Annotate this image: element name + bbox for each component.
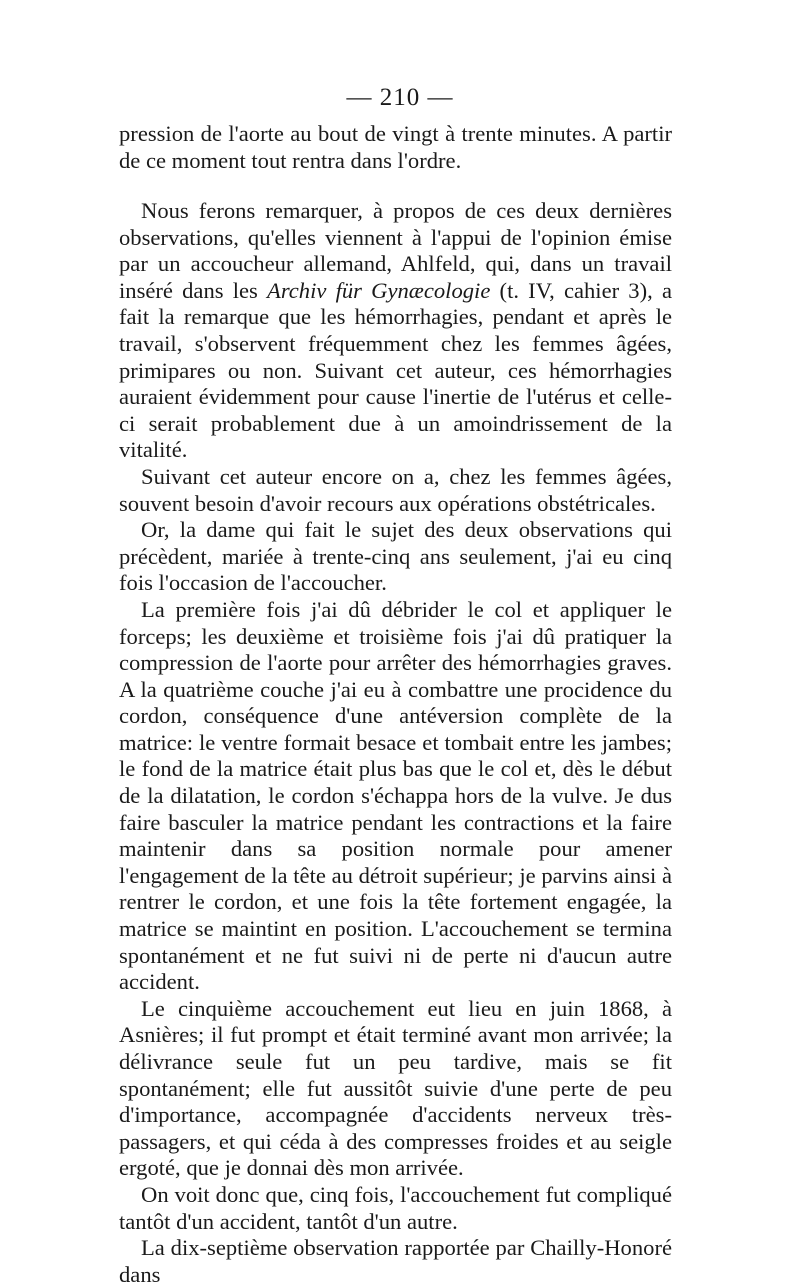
journal-title: Archiv für Gynæcologie: [267, 277, 491, 303]
text-block-main: [119, 198, 672, 1288]
paragraph-conclusion: On voit donc que, cinq fois, l'accouchement fut compliqué tantôt d'un accident, tantôt d'un autre.: [119, 1181, 672, 1234]
paragraph-continuation: pression de l'aorte au bout de vingt à trente minutes. A partir de ce moment tout rentra dans l'ordre.: [119, 121, 672, 173]
page-number: — 210 —: [346, 84, 454, 111]
paragraph-cinquieme: Le cinquième accouchement eut lieu en juin 1868, à Asnières; il fut prompt et était terminé avant mon arrivée; la délivrance seule fut un peu tardive, mais se fit spontanément; elle fut aussitôt suivie d'une perte de peu d'importance, accompagnée d'accidents nerveux très-passagers, et qui céda à des compresses froides et au seigle ergoté, que je donnai dès mon arrivée.: [119, 995, 672, 1181]
paragraph-suivant: Suivant cet auteur encore on a, chez les femmes âgées, souvent besoin d'avoir recours aux opérations obstétricales.: [119, 463, 672, 516]
paragraph-ahlfeld: Nous ferons remarquer, à propos de ces deux dernières observations, qu'elles viennent à l'appui de l'opinion émise par un accoucheur allemand, Ahlfeld, qui, dans un travail inséré dans les Archiv für Gynæcologie (t. IV, cahier 3), a fait la remarque que les hémorrhagies, pendant et après le travail, s'observent fréquemment chez les femmes âgées, primipares ou non. Suivant cet auteur, ces hémorrhagies auraient évidemment pour cause l'inertie de l'utérus et celle-ci serait probablement due à un amoindrissement de la vitalité.: [119, 198, 672, 463]
paragraph-premiere-fois: La première fois j'ai dû débrider le col et appliquer le forceps; les deuxième et troisième fois j'ai dû pratiquer la compression de l'aorte pour arrêter des hémorrhagies graves. A la quatrième couche j'ai eu à combattre une procidence du cordon, conséquence d'une antéversion complète de la matrice: le ventre formait besace et tombait entre les jambes; le fond de la matrice était plus bas que le col et, dès le début de la dilatation, le cordon s'échappa hors de la vulve. Je dus faire basculer la matrice pendant les contractions et la faire maintenir dans sa position normale pour amener l'engagement de la tête au détroit supérieur; je parvins ainsi à rentrer le cordon, et une fois la tête fortement engagée, la matrice se maintint en position. L'accouchement se termina spontanément et ne fut suivi ni de perte ni d'aucun autre accident.: [119, 596, 672, 995]
text-block-top: [119, 121, 672, 174]
paragraph-dix-septieme: La dix-septième observation rapportée par Chailly-Honoré dans: [119, 1235, 672, 1287]
paragraph-dame: Or, la dame qui fait le sujet des deux observations qui précèdent, mariée à trente-cinq ans seulement, j'ai eu cinq fois l'occasion de l'accoucher.: [119, 517, 672, 596]
